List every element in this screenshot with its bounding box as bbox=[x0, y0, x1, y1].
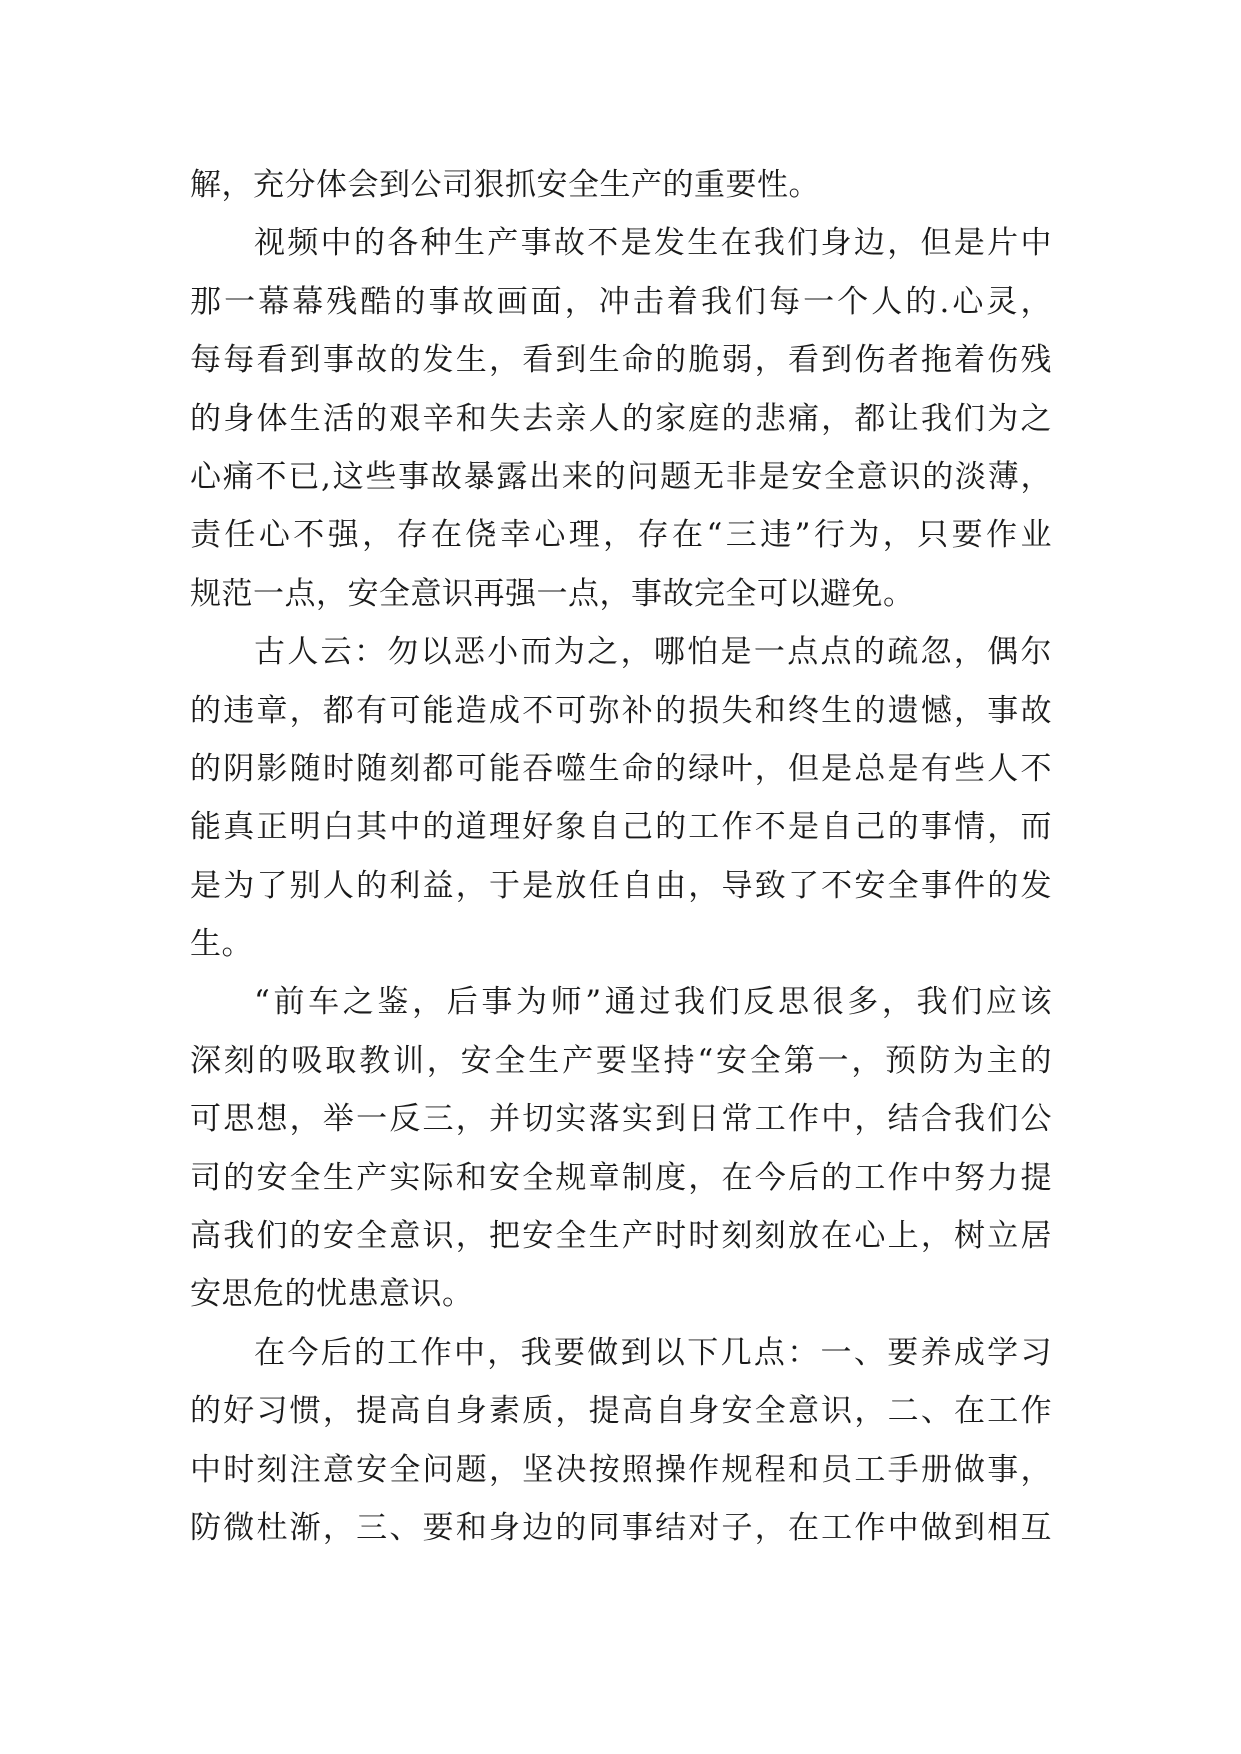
text-line: 生。 bbox=[190, 926, 253, 963]
text-line: 的好习惯，提高自身素质，提高自身安全意识，二、在工作 bbox=[190, 1393, 1052, 1430]
text-line: 能真正明白其中的道理好象自己的工作不是自己的事情，而 bbox=[190, 809, 1052, 846]
text-line: 在今后的工作中，我要做到以下几点：一、要养成学习 bbox=[254, 1334, 1052, 1371]
text-line: 安思危的忧患意识。 bbox=[190, 1276, 474, 1313]
text-line: “前车之鉴，后事为师”通过我们反思很多，我们应该 bbox=[254, 984, 1052, 1021]
text-line: 每每看到事故的发生，看到生命的脆弱，看到伤者拖着伤残 bbox=[190, 342, 1052, 379]
text-line: 深刻的吸取教训，安全生产要坚持“安全第一，预防为主的 bbox=[190, 1042, 1052, 1079]
text-line: 高我们的安全意识，把安全生产时时刻刻放在心上，树立居 bbox=[190, 1218, 1052, 1255]
text-line: 责任心不强，存在侥幸心理，存在“三违”行为，只要作业 bbox=[190, 517, 1052, 554]
text-line: 司的安全生产实际和安全规章制度，在今后的工作中努力提 bbox=[190, 1159, 1052, 1196]
text-line: 中时刻注意安全问题，坚决按照操作规程和员工手册做事， bbox=[190, 1451, 1052, 1488]
text-line: 防微杜渐，三、要和身边的同事结对子，在工作中做到相互 bbox=[190, 1509, 1052, 1546]
text-line: 古人云：勿以恶小而为之，哪怕是一点点的疏忽，偶尔 bbox=[254, 634, 1052, 671]
text-line: 的违章，都有可能造成不可弥补的损失和终生的遗憾，事故 bbox=[190, 692, 1052, 729]
document-body bbox=[190, 156, 1052, 1557]
text-line: 视频中的各种生产事故不是发生在我们身边，但是片中 bbox=[254, 225, 1052, 262]
text-line: 的阴影随时随刻都可能吞噬生命的绿叶，但是总是有些人不 bbox=[190, 750, 1052, 787]
text-line: 规范一点，安全意识再强一点，事故完全可以避免。 bbox=[190, 575, 915, 612]
text-line: 那一幕幕残酷的事故画面，冲击着我们每一个人的.心灵， bbox=[190, 283, 1052, 320]
text-line: 的身体生活的艰辛和失去亲人的家庭的悲痛，都让我们为之 bbox=[190, 400, 1052, 437]
text-line: 解，充分体会到公司狠抓安全生产的重要性。 bbox=[190, 167, 820, 203]
text-line: 是为了别人的利益，于是放任自由，导致了不安全事件的发 bbox=[190, 867, 1052, 904]
text-line: 心痛不已,这些事故暴露出来的问题无非是安全意识的淡薄， bbox=[190, 458, 1052, 495]
text-line: 可思想，举一反三，并切实落实到日常工作中，结合我们公 bbox=[190, 1101, 1052, 1138]
